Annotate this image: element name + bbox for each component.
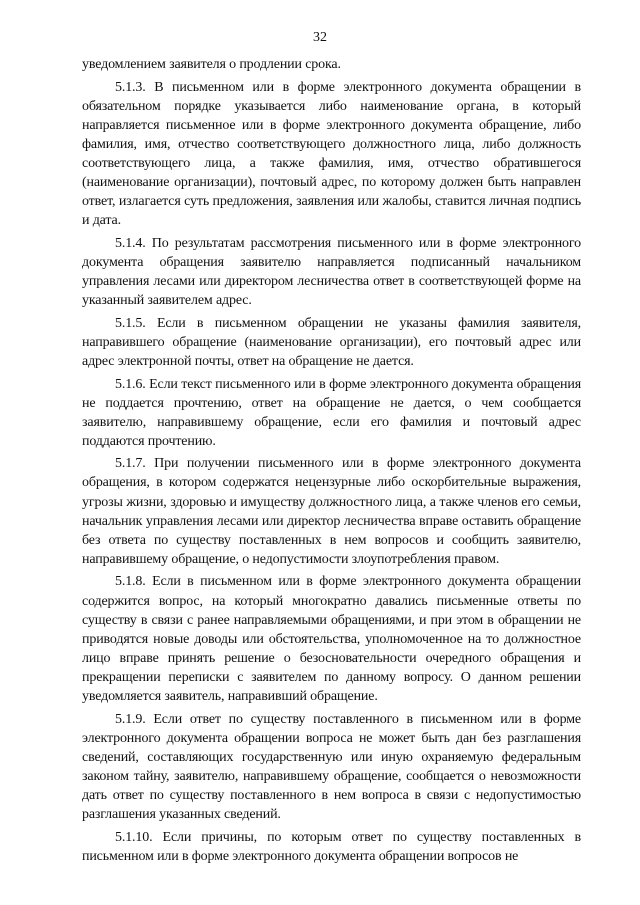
- page-number: 32: [313, 30, 327, 45]
- paragraph-5-1-6: 5.1.6. Если текст письменного или в форме электронного документа обращения не поддается прочтению, ответ на обращение не дается, о чем сообщается заявителю, направившему обращение, если его фамилия и почтовый адрес поддаются прочтению.: [82, 376, 581, 449]
- paragraph-5-1-10: 5.1.10. Если причины, по которым ответ по существу поставленных в письменном или в форме электронного документа обращении вопросов не: [82, 829, 581, 864]
- paragraph-5-1-3: 5.1.3. В письменном или в форме электронного документа обращении в обязательном порядке указывается либо наименование органа, в который направляется письменное или в форме электронного документа обращение, либо фамилия, имя, отчество соответствующего должностного лица, либо должность соответствующего лица, а также фамилия, имя, отчество обратившегося (наименование организации), почтовый адрес, по которому должен быть направлен ответ, излагается суть предложения, заявления или жалобы, ставится личная подпись и дата.: [82, 79, 581, 229]
- document-body: [82, 55, 581, 869]
- paragraph-5-1-4: 5.1.4. По результатам рассмотрения письменного или в форме электронного документа обращения заявителю направляется подписанный начальником управления лесами или директором лесничества ответ в соответствующей форме на указанный заявителем адрес.: [82, 235, 581, 309]
- paragraph-5-1-8: 5.1.8. Если в письменном или в форме электронного документа обращении содержится вопрос, на который многократно давались письменные ответы по существу в связи с ранее направляемыми обращениями, и при этом в обращении не приводятся новые доводы или обстоятельства, уполномоченное на то должностное лицо вправе принять решение о безосновательности очередного обращения и прекращении переписки с заявителем по данному вопросу. О данном решении уведомляется заявитель, направивший обращение.: [82, 574, 581, 704]
- paragraph-5-1-5: 5.1.5. Если в письменном обращении не указаны фамилия заявителя, направившего обращение (наименование организации), его почтовый адрес или адрес электронной почты, ответ на обращение не дается.: [82, 315, 581, 369]
- paragraph-continuation: уведомлением заявителя о продлении срока.: [82, 57, 341, 72]
- paragraph-5-1-7: 5.1.7. При получении письменного или в форме электронного документа обращения, в котором содержатся нецензурные либо оскорбительные выражения, угрозы жизни, здоровью и имуществу должностного лица, а также членов его семьи, начальник управления лесами или директор лесничества вправе оставить обращение без ответа по существу поставленных в нем вопросов и сообщить заявителю, направившему обращение, о недопустимости злоупотребления правом.: [82, 456, 581, 567]
- paragraph-5-1-9: 5.1.9. Если ответ по существу поставленного в письменном или в форме электронного документа обращении вопроса не может быть дан без разглашения сведений, составляющих государственную или иную охраняемую федеральным законом тайну, заявителю, направившему обращение, сообщается о невозможности дать ответ по существу поставленного в нем вопроса в связи с недопустимостью разглашения указанных сведений.: [82, 711, 581, 823]
